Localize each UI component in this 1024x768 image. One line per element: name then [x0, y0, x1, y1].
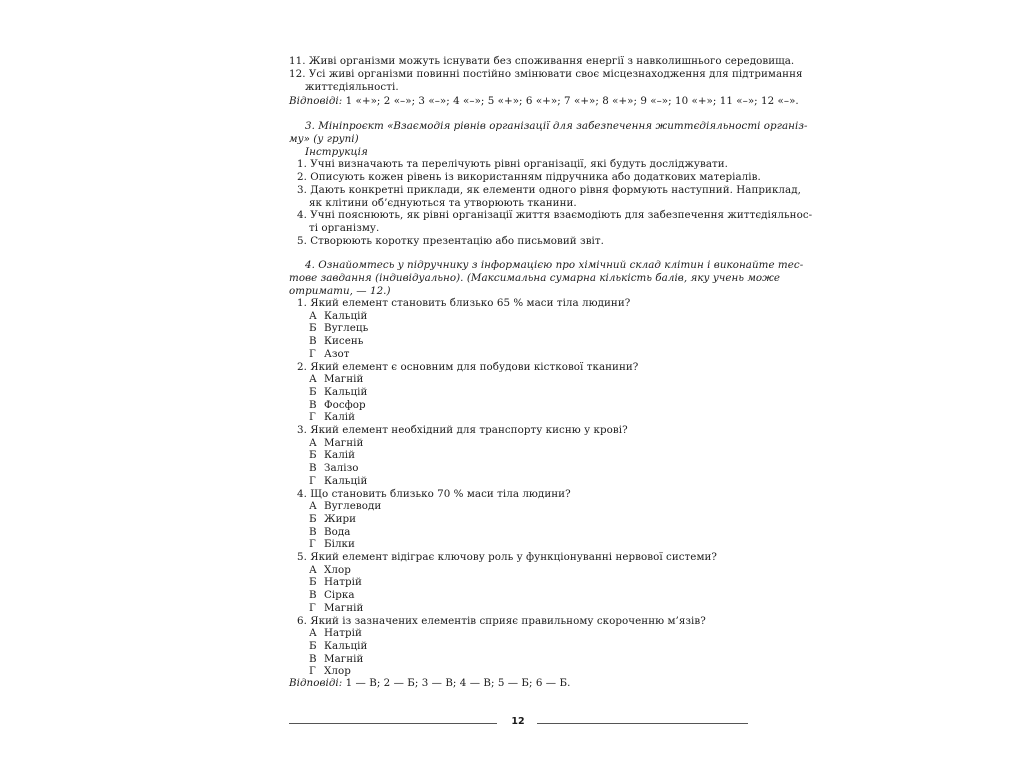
task4-intro-cont1: тове завдання (індивідуально). (Максимальна сумарна кількість балів, яку учень може — [289, 272, 781, 284]
answer-option — [309, 310, 367, 322]
option-letter: Г — [309, 474, 316, 487]
answer-option — [309, 627, 362, 639]
question-5: 5. Який елемент відіграє ключову роль у функціонуванні нервової системи? — [297, 551, 717, 563]
option-text: Натрій — [324, 627, 362, 640]
option-text: Магній — [324, 652, 364, 665]
step-4-cont: ті організму. — [309, 222, 380, 234]
option-letter: Б — [309, 449, 317, 462]
option-text: Калій — [324, 449, 356, 462]
answers-line-2 — [289, 677, 570, 689]
answer-option — [309, 348, 350, 360]
answers-line-1 — [289, 95, 799, 107]
option-text: Фосфор — [324, 398, 366, 411]
task4-intro-cont2: отримати, — 12.) — [289, 285, 391, 297]
answer-option — [309, 399, 366, 411]
instruction-heading: Інструкція — [305, 146, 368, 158]
list-item-12: 12. Усі живі організми повинні постійно змінювати своє місцезнаходження для підтримання — [289, 68, 803, 80]
option-letter: В — [309, 525, 317, 538]
question-4: 4. Що становить близько 70 % маси тіла людини? — [297, 487, 571, 500]
answers-text: 1 «+»; 2 «–»; 3 «–»; 4 «–»; 5 «+»; 6 «+»; 7 «+»; 8 «+»; 9 «–»; 10 «+»; 11 «–»; 12 «–». — [342, 95, 799, 107]
list-item-11: 11. Живі організми можуть існувати без споживання енергії з навколишнього середовища. — [289, 55, 795, 67]
option-letter: Г — [309, 411, 316, 424]
option-text: Калій — [324, 411, 356, 424]
answer-option — [309, 513, 356, 525]
option-letter: Б — [309, 322, 317, 335]
step-5: 5. Створюють коротку презентацію або письмовий звіт. — [297, 235, 604, 247]
option-letter: В — [309, 398, 317, 411]
step-1: 1. Учні визначають та перелічують рівні організації, які будуть досліджувати. — [297, 158, 728, 170]
option-letter: Б — [309, 385, 317, 398]
option-text: Сірка — [324, 589, 355, 602]
answer-option — [309, 665, 351, 677]
answer-option — [309, 526, 350, 538]
option-text: Хлор — [324, 665, 351, 678]
option-letter: В — [309, 589, 317, 602]
answers-label: Відповіді: — [289, 95, 343, 107]
answer-option — [309, 322, 368, 334]
step-3-cont: як клітини об’єднуються та утворюють тканини. — [309, 197, 577, 209]
option-letter: В — [309, 652, 317, 665]
answer-option — [309, 653, 363, 665]
option-letter: А — [309, 500, 317, 513]
option-letter: Г — [309, 665, 316, 678]
answer-option — [309, 564, 351, 576]
option-letter: Г — [309, 601, 316, 614]
option-text: Вода — [324, 525, 351, 538]
option-letter: А — [309, 373, 317, 386]
option-text: Вуглеводи — [324, 500, 382, 513]
miniproject-title-cont: му» (у групі) — [289, 133, 359, 145]
question-3: 3. Який елемент необхідний для транспорту кисню у крові? — [297, 424, 628, 436]
option-text: Жири — [324, 512, 357, 525]
option-text: Хлор — [324, 563, 351, 576]
answer-option — [309, 500, 381, 512]
list-item-12-cont: життєдіяльності. — [305, 81, 399, 93]
option-text: Магній — [324, 601, 364, 614]
answer-option — [309, 411, 355, 423]
option-letter: Г — [309, 347, 316, 360]
option-text: Магній — [324, 436, 364, 449]
option-letter: Б — [309, 512, 317, 525]
footer-rule-right — [537, 723, 748, 724]
option-text: Кальцій — [324, 309, 368, 322]
option-text: Вуглець — [324, 322, 369, 335]
answers-text: 1 — В; 2 — Б; 3 — В; 4 — В; 5 — Б; 6 — Б. — [342, 677, 571, 689]
option-text: Залізо — [324, 462, 359, 475]
option-letter: Г — [309, 538, 316, 551]
footer-rule-left — [289, 723, 497, 724]
option-letter: Б — [309, 639, 317, 652]
miniproject-title: 3. Мініпроєкт «Взаємодія рівнів організації для забезпечення життєдіяльності організ- — [305, 120, 808, 132]
option-letter: Б — [309, 576, 317, 589]
answer-option — [309, 589, 355, 601]
step-3: 3. Дають конкретні приклади, як елементи одного рівня формують наступний. Наприклад, — [297, 184, 801, 196]
question-1: 1. Який елемент становить близько 65 % маси тіла людини? — [297, 297, 631, 309]
option-letter: А — [309, 563, 317, 576]
option-text: Кальцій — [324, 385, 368, 398]
question-2: 2. Який елемент є основним для побудови кісткової тканини? — [297, 360, 639, 373]
answer-option — [309, 538, 355, 550]
answer-option — [309, 373, 363, 385]
option-text: Кальцій — [324, 639, 368, 652]
option-letter: А — [309, 309, 317, 322]
answer-option — [309, 335, 363, 347]
answer-option — [309, 475, 367, 487]
option-letter: А — [309, 627, 317, 640]
answer-option — [309, 576, 362, 588]
step-4: 4. Учні пояснюють, як рівні організації життя взаємодіють для забезпечення життєдіяльнос- — [297, 209, 813, 221]
option-text: Азот — [324, 347, 350, 360]
option-letter: В — [309, 335, 317, 348]
page-number: 12 — [511, 716, 525, 727]
option-text: Кальцій — [324, 474, 368, 487]
option-letter: А — [309, 436, 317, 449]
answer-option — [309, 640, 367, 652]
option-letter: В — [309, 462, 317, 475]
answer-option — [309, 437, 363, 449]
option-text: Білки — [324, 538, 355, 551]
question-6: 6. Який із зазначених елементів сприяє правильному скороченню м’язів? — [297, 614, 706, 627]
answer-option — [309, 602, 363, 614]
option-text: Кисень — [324, 335, 364, 348]
step-2: 2. Описують кожен рівень із використанням підручника або додаткових матеріалів. — [297, 171, 761, 183]
answer-option — [309, 386, 367, 398]
option-text: Магній — [324, 373, 364, 386]
option-text: Натрій — [324, 576, 362, 589]
answer-option — [309, 462, 359, 474]
answers-label: Відповіді: — [289, 677, 343, 689]
answer-option — [309, 449, 355, 461]
task4-intro: 4. Ознайомтесь у підручнику з інформацією про хімічний склад клітин і виконайте тес- — [305, 259, 804, 271]
